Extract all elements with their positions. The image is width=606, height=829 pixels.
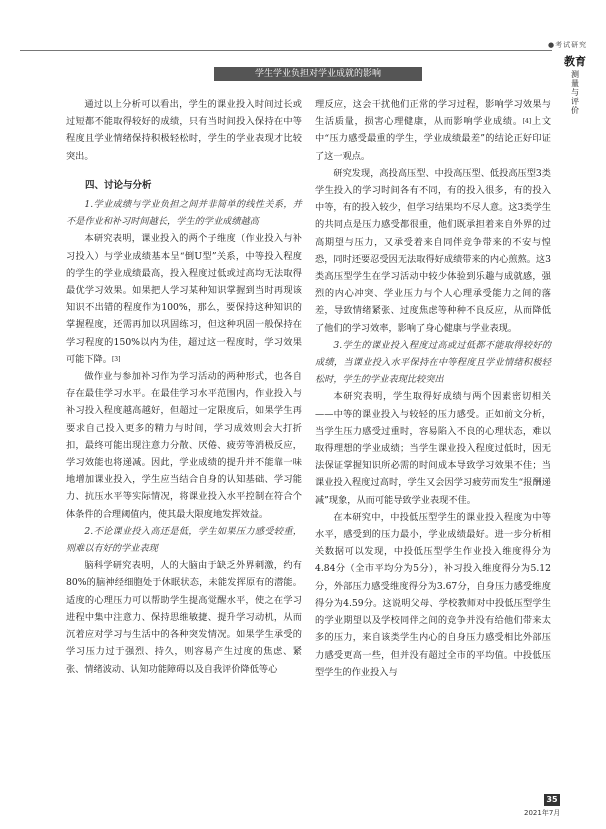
subheading: 3.学生的课业投入程度过高或过低都不能取得较好的成绩，当课业投入水平保持在中等程度且学业情绪积极轻松时，学生的学业表现比较突出 (315, 339, 551, 386)
right-column (315, 96, 551, 681)
paragraph: 本研究表明，学生取得好成绩与两个因素密切相关——中等的课业投入与较轻的压力感受。正如前文分析，当学生压力感受过重时，容易陷入不良的心理状态，难以取得理想的学业成绩；当学生课业投入程度过低时，因无法保证掌握知识所必需的时间成本导致学习效果不佳；当课业投入程度过高时，学生又会因学习疲劳而发生“报酬递减”现象，从而可能导致学业表现不佳。 (315, 391, 551, 506)
left-column (66, 96, 302, 678)
journal-brand (560, 56, 590, 115)
issue-date: 2021年7月 (524, 809, 561, 817)
brand-main: 教育 (564, 55, 586, 68)
paragraph-text: 上文中“压力感受最重的学生，学业成绩最差”的结论正好印证了这一观点。 (315, 116, 552, 162)
paragraph: 通过以上分析可以看出，学生的课业投入时间过长或过短都不能取得较好的成绩，只有当时间投入保持在中等程度且学业情绪保持积极轻松时，学生的学业表现才比较突出。 (66, 99, 302, 162)
subheading: 1.学业成绩与学业负担之间并非简单的线性关系，并不是作业和补习时间越长，学生的学业成绩越高 (66, 199, 302, 228)
paragraph: 研究发现，高投高压型、中投高压型、低投高压型3类学生投入的学习时间各有不同，有的投入很多，有的投入中等，有的投入较少，但学习结果均不尽人意。这3类学生的共同点是压力感受都很重，他们既承担着来自外界的过高期望与压力，又承受着来自同伴竞争带来的不安与惶恐，同时还要忍受因无法取得好成绩带来的内心煎熬。这3类高压型学生在学习活动中较少体验到乐趣与成就感，强烈的内心冲突、学业压力与个人心理承受能力之间的落差，导致情绪紧张、过度焦虑等种种不良反应，从而降低了他们的学习效率，影响了身心健康与学业表现。 (315, 167, 551, 334)
paragraph: 在本研究中，中投低压型学生的课业投入程度为中等水平，感受到的压力最小，学业成绩最好。进一步分析相关数据可以发现，中投低压型学生作业投入维度得分为4.84分（全市平均分为5分），补习投入维度得分为5.12分，外部压力感受维度得分为3.67分，自身压力感受维度得分为4.59分。这说明父母、学校教师对中投低压型学生的学业期望以及学校同伴之间的竞争并没有给他们带来太多的压力，来自该类学生内心的自身压力感受相比外部压力感受更高一些，但并没有超过全市的平均值。中投低压型学生的作业投入与 (315, 511, 551, 678)
paragraph-text: 本研究表明，课业投入的两个子维度（作业投入与补习投入）与学业成绩基本呈“倒U型”关系，中等投入程度的学生的学业成绩最高，投入程度过低或过高均无法取得最优学习效果。如果把人学习某种知识掌握到当时再现该知识不出错的程度作为100%，那么，要保持这种知识的掌握程度，还需再加以巩固练习，但这种巩固一般保持在学习程度的150%以内为佳，超过这一程度时，学习效果可能下降。 (66, 233, 302, 365)
section-heading: 四、讨论与分析 (85, 179, 152, 191)
subheading: 2.不论课业投入高还是低，学生如果压力感受较重，则难以有好的学业表现 (66, 525, 302, 555)
brand-sub: 测量与评价 (570, 70, 580, 115)
paragraph-text: 理反应，这会干扰他们正常的学习过程，影响学习效果与生活质量，损害心理健康，从而影响学业成绩。 (315, 99, 551, 128)
paragraph (66, 230, 302, 368)
citation: [3] (111, 355, 121, 363)
page-number: 35 (544, 794, 560, 806)
citation: [4] (522, 118, 532, 126)
paragraph: 做作业与参加补习作为学习活动的两种形式，也各自存在最佳学习水平。在最佳学习水平范围内，作业投入与补习投入程度越高越好，但超过一定限度后，如果学生再要求自己投入更多的精力与时间，学习成效则会大打折扣，最终可能出现注意力分散、厌倦、疲劳等消极反应，学习效能也将递减。因此，学业成绩的提升并不能靠一味地增加课业投入，学生应当结合自身的认知基础、学习能力、抗压水平等实际情况，将课业投入水平控制在符合个体条件的合理阈值内，使其最大限度地发挥效益。 (66, 371, 302, 520)
article-title-banner: 学生学业负担对学业成就的影响 (214, 67, 422, 81)
section-tag: ●考试研究 (548, 41, 588, 49)
header-rule (20, 50, 552, 51)
paragraph (315, 96, 551, 165)
paragraph: 脑科学研究表明，人的大脑由于缺乏外界刺激，约有80%的脑神经细胞处于休眠状态，未能发挥原有的潜能。适度的心理压力可以帮助学生提高觉醒水平，使之在学习进程中集中注意力、保持思维敏捷、提升学习动机，从而沉着应对学习与生活中的各种突发情况。如果学生承受的学习压力过于强烈、持久，则容易产生过度的焦虑、紧张、情绪波动、认知功能障碍以及自我评价降低等心 (66, 560, 302, 675)
